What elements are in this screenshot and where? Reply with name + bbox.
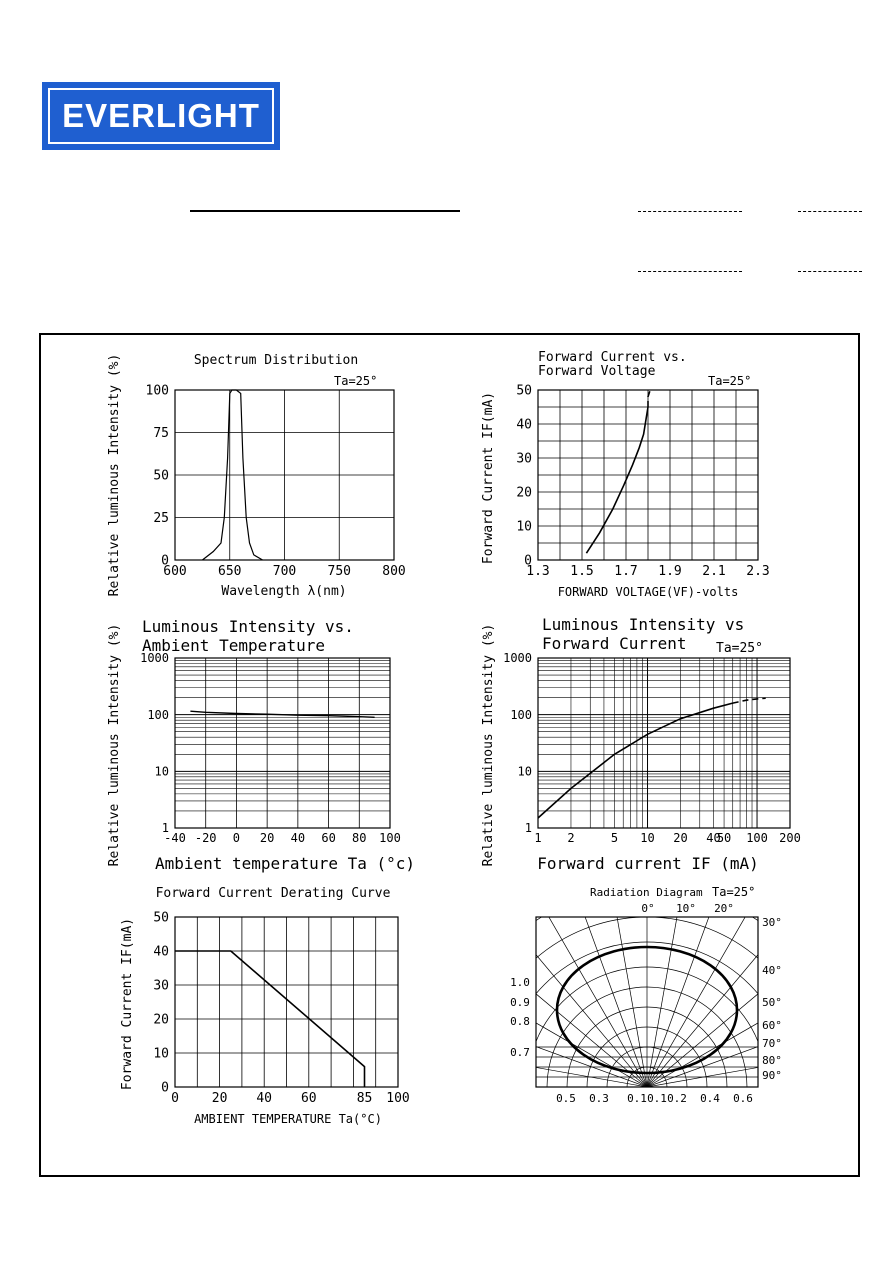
series-line-dashed bbox=[733, 698, 766, 703]
x-tick-label: 600 bbox=[163, 564, 187, 579]
x-tick-label: 650 bbox=[218, 564, 242, 579]
temp-chart bbox=[107, 617, 415, 873]
y-tick-label: 1000 bbox=[503, 651, 532, 666]
x-tick-label: 1.5 bbox=[570, 564, 594, 579]
ifcurve-condition: Ta=25° bbox=[716, 641, 763, 656]
temp-xlabel: Ambient temperature Ta (°c) bbox=[154, 854, 416, 873]
logo-text: EVERLIGHT bbox=[62, 97, 260, 134]
radiation-chart bbox=[387, 827, 892, 1263]
y-tick-label: 50 bbox=[153, 468, 169, 484]
y-tick-label: 30 bbox=[153, 978, 169, 994]
x-tick-label: 1.9 bbox=[658, 564, 682, 579]
x-tick-label: 80 bbox=[352, 831, 367, 845]
y-tick-label: 100 bbox=[145, 383, 169, 399]
y-tick-label: 40 bbox=[153, 944, 169, 960]
plot-border bbox=[175, 658, 390, 828]
derating-xlabel: AMBIENT TEMPERATURE Ta(°C) bbox=[194, 1112, 382, 1126]
spectrum-condition: Ta=25° bbox=[334, 374, 378, 388]
x-tick-label: 1.3 bbox=[526, 564, 550, 579]
x-tick-label: 750 bbox=[327, 564, 351, 579]
temp-title-2: Ambient Temperature bbox=[142, 636, 326, 655]
y-tick-label: 50 bbox=[153, 910, 169, 926]
y-tick-label: 25 bbox=[153, 511, 169, 527]
ifcurve-ylabel: Relative luminous Intensity (%) bbox=[481, 623, 496, 867]
bottom-scale-label: 0.1 bbox=[627, 1092, 647, 1105]
y-tick-label: 40 bbox=[516, 417, 532, 433]
bottom-scale-label: 0.4 bbox=[700, 1092, 720, 1105]
angle-label: 60° bbox=[762, 1019, 782, 1032]
y-tick-label: 10 bbox=[154, 764, 169, 779]
series-line bbox=[586, 407, 648, 553]
x-tick-label: 800 bbox=[382, 564, 406, 579]
radiation-spoke bbox=[558, 843, 647, 1087]
y-tick-label: 0 bbox=[161, 1080, 169, 1096]
y-tick-label: 30 bbox=[516, 451, 532, 467]
x-tick-label: 20 bbox=[259, 831, 275, 845]
derating-title: Forward Current Derating Curve bbox=[155, 886, 391, 901]
angle-label: 80° bbox=[762, 1054, 782, 1067]
x-tick-label: 2.3 bbox=[746, 564, 770, 579]
x-tick-label: 1.7 bbox=[614, 564, 638, 579]
ifcurve-xlabel: Forward current IF (mA) bbox=[537, 854, 759, 873]
x-tick-label: 100 bbox=[386, 1091, 410, 1106]
radius-label: 0.8 bbox=[510, 1015, 530, 1028]
angle-label: 70° bbox=[762, 1037, 782, 1050]
spectrum-ylabel: Relative luminous Intensity (%) bbox=[107, 353, 122, 597]
x-tick-label: -20 bbox=[194, 831, 217, 845]
x-tick-label: 20 bbox=[673, 831, 688, 845]
temp-title: Luminous Intensity vs. bbox=[142, 617, 354, 636]
iv-ylabel: Forward Current IF(mA) bbox=[481, 391, 496, 565]
x-tick-label: 60 bbox=[300, 1091, 317, 1106]
x-tick-label: 40 bbox=[290, 831, 306, 845]
y-tick-label: 100 bbox=[147, 707, 169, 722]
derating-ylabel: Forward Current IF(mA) bbox=[120, 917, 135, 1091]
bottom-scale-label: 0.5 bbox=[556, 1092, 576, 1105]
y-tick-label: 20 bbox=[516, 485, 532, 501]
spectrum-title: Spectrum Distribution bbox=[193, 353, 359, 368]
x-tick-label: 85 bbox=[356, 1091, 373, 1106]
y-tick-label: 1 bbox=[161, 821, 169, 836]
y-tick-label: 75 bbox=[153, 426, 169, 442]
y-tick-label: 1 bbox=[524, 821, 532, 836]
radiation-title: Radiation Diagram bbox=[590, 886, 703, 899]
x-tick-label: 10 bbox=[640, 831, 655, 845]
bottom-scale-label: 0.6 bbox=[733, 1092, 753, 1105]
x-tick-label: 2.1 bbox=[702, 564, 726, 579]
y-tick-label: 20 bbox=[153, 1012, 169, 1028]
angle-label: 50° bbox=[762, 996, 782, 1009]
x-tick-label: 40 bbox=[256, 1091, 273, 1106]
angle-label: 90° bbox=[762, 1069, 782, 1082]
radius-label: 0.7 bbox=[510, 1046, 530, 1059]
x-tick-label: 1 bbox=[534, 831, 542, 845]
y-tick-label: 10 bbox=[516, 519, 532, 535]
ifcurve-chart bbox=[481, 615, 801, 873]
x-tick-label: 60 bbox=[321, 831, 336, 845]
temp-ylabel: Relative luminous Intensity (%) bbox=[107, 623, 122, 867]
angle-label: 10° bbox=[676, 902, 696, 915]
iv-title-2: Forward Voltage bbox=[538, 364, 656, 379]
radiation-spoke bbox=[647, 843, 736, 1087]
derating-chart bbox=[120, 886, 410, 1126]
radiation-condition: Ta=25° bbox=[712, 885, 756, 899]
x-tick-label: 50 bbox=[716, 831, 732, 845]
angle-label: 0° bbox=[641, 902, 655, 915]
x-tick-label: 5 bbox=[610, 831, 619, 845]
spectrum-chart bbox=[107, 353, 406, 599]
radius-label: 1.0 bbox=[510, 976, 530, 989]
x-tick-label: 100 bbox=[746, 831, 768, 845]
bottom-scale-label: 0.2 bbox=[667, 1092, 687, 1105]
radiation-spoke bbox=[403, 998, 647, 1087]
x-tick-label: 200 bbox=[779, 831, 801, 845]
y-tick-label: 0 bbox=[524, 553, 532, 569]
y-tick-label: 100 bbox=[510, 707, 532, 722]
x-tick-label: 700 bbox=[272, 564, 297, 579]
y-tick-label: 10 bbox=[153, 1046, 169, 1062]
bottom-scale-label: 0.3 bbox=[589, 1092, 609, 1105]
iv-xlabel: FORWARD VOLTAGE(VF)-volts bbox=[557, 585, 739, 599]
bottom-scale-label: 0.1 bbox=[647, 1092, 667, 1105]
angle-label: 40° bbox=[762, 964, 782, 977]
x-tick-label: 40 bbox=[706, 831, 721, 845]
y-tick-label: 10 bbox=[517, 764, 532, 779]
x-tick-label: -40 bbox=[164, 831, 186, 845]
ifcurve-title: Luminous Intensity vs bbox=[542, 615, 745, 634]
x-tick-label: 100 bbox=[379, 831, 401, 845]
angle-label: 30° bbox=[762, 916, 782, 929]
iv-condition: Ta=25° bbox=[708, 374, 752, 388]
ifcurve-title-2: Forward Current bbox=[542, 634, 687, 653]
x-tick-label: 20 bbox=[211, 1091, 228, 1106]
iv-chart bbox=[481, 350, 770, 599]
y-tick-label: 0 bbox=[161, 553, 169, 569]
iv-title: Forward Current vs. bbox=[538, 350, 687, 365]
angle-label: 20° bbox=[714, 902, 734, 915]
x-tick-label: 0 bbox=[232, 831, 241, 845]
y-tick-label: 50 bbox=[516, 383, 532, 399]
y-tick-label: 1000 bbox=[140, 651, 169, 666]
x-tick-label: 0 bbox=[171, 1091, 179, 1106]
spectrum-xlabel: Wavelength λ(nm) bbox=[221, 584, 347, 599]
x-tick-label: 2 bbox=[567, 831, 575, 845]
radius-label: 0.9 bbox=[510, 996, 530, 1009]
